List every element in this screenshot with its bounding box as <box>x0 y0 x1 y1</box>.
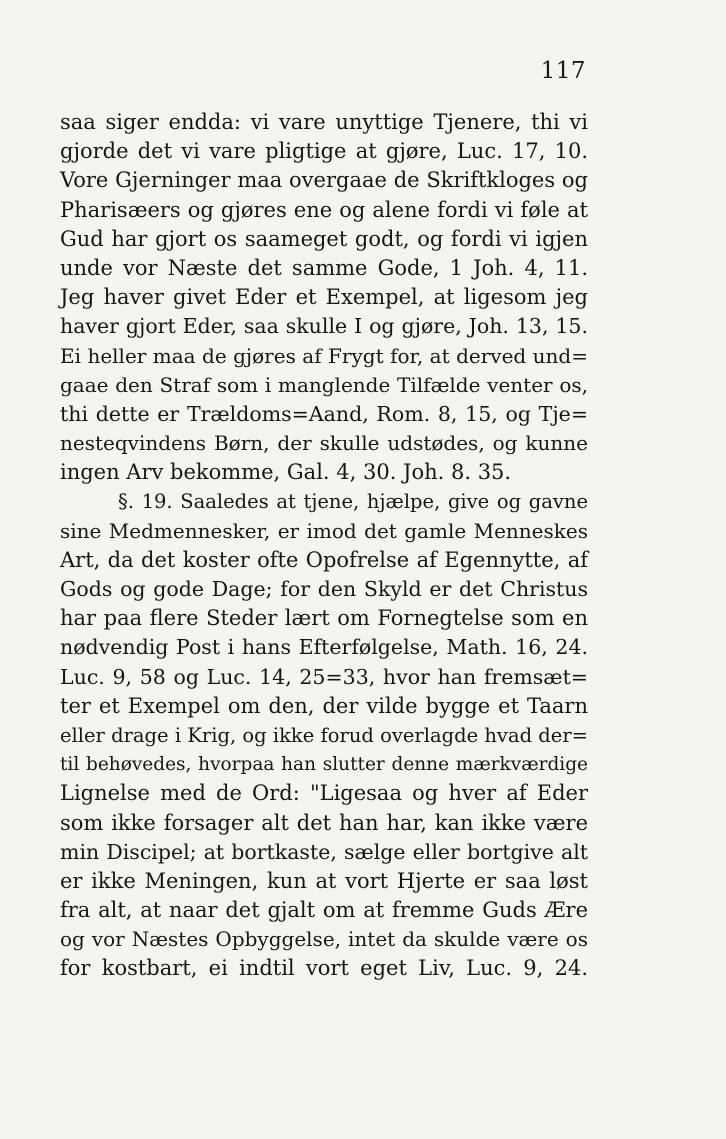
text-line: Ei heller maa de gjøres af Frygt for, at derved und= <box>60 343 588 368</box>
page-number: 117 <box>540 58 586 84</box>
text-line: haver gjort Eder, saa skulle I og gjøre, Joh. 13, 15. <box>60 314 588 339</box>
text-line: for kostbart, ei indtil vort eget Liv, Luc. 9, 24. <box>60 956 588 981</box>
text-line: har paa flere Steder lært om Fornegtelse som en <box>60 606 588 631</box>
section-heading-line: §. 19. Saaledes at tjene, hjælpe, give og gavne <box>118 490 588 514</box>
text-line: fra alt, at naar det gjalt om at fremme Guds Ære <box>60 898 588 923</box>
text-line: unde vor Næste det samme Gode, 1 Joh. 4, 11. <box>60 255 588 280</box>
body-text <box>60 108 588 984</box>
text-line: Art, da det koster ofte Opofrelse af Egennytte, af <box>60 547 588 572</box>
text-line: Pharisæers og gjøres ene og alene fordi vi føle at <box>60 197 588 222</box>
text-line: Luc. 9, 58 og Luc. 14, 25=33, hvor han fremsæt= <box>60 664 588 689</box>
text-line: som ikke forsager alt det han har, kan ikke være <box>60 810 588 835</box>
text-line: Gods og gode Dage; for den Skyld er det Christus <box>60 577 588 601</box>
text-line: ter et Exempel om den, der vilde bygge et Taarn <box>60 693 588 718</box>
text-line: er ikke Meningen, kun at vort Hjerte er saa løst <box>60 868 588 893</box>
text-line: sine Medmennesker, er imod det gamle Menneskes <box>60 518 588 543</box>
text-line: gaae den Straf som i manglende Tilfælde venter os, <box>60 372 588 397</box>
text-line: til behøvedes, hvorpaa han slutter denne mærkværdige <box>60 754 588 776</box>
text-line: Lignelse med de Ord: "Ligesaa og hver af Eder <box>60 781 588 806</box>
text-line: eller drage i Krig, og ikke forud overlagde hvad der= <box>60 723 588 747</box>
text-line: Jeg haver givet Eder et Exempel, at ligesom jeg <box>60 285 588 310</box>
text-line: gjorde det vi vare pligtige at gjøre, Luc. 17, 10. <box>60 139 588 164</box>
text-line: thi dette er Trældoms=Aand, Rom. 8, 15, og Tje= <box>60 401 588 426</box>
text-line: Gud har gjort os saameget godt, og fordi vi igjen <box>60 226 588 251</box>
text-line: ingen Arv bekomme, Gal. 4, 30. Joh. 8. 35. <box>60 460 512 485</box>
text-line: saa siger endda: vi vare unyttige Tjenere, thi vi <box>60 110 588 134</box>
text-line: Vore Gjerninger maa overgaae de Skriftkloges og <box>60 168 588 193</box>
text-line: nesteqvindens Børn, der skulle udstødes, og kunne <box>60 431 588 456</box>
text-line: nødvendig Post i hans Efterfølgelse, Math. 16, 24. <box>60 635 588 660</box>
text-line: min Discipel; at bortkaste, sælge eller bortgive alt <box>60 839 588 864</box>
text-line: og vor Næstes Opbyggelse, intet da skulde være os <box>60 927 588 952</box>
